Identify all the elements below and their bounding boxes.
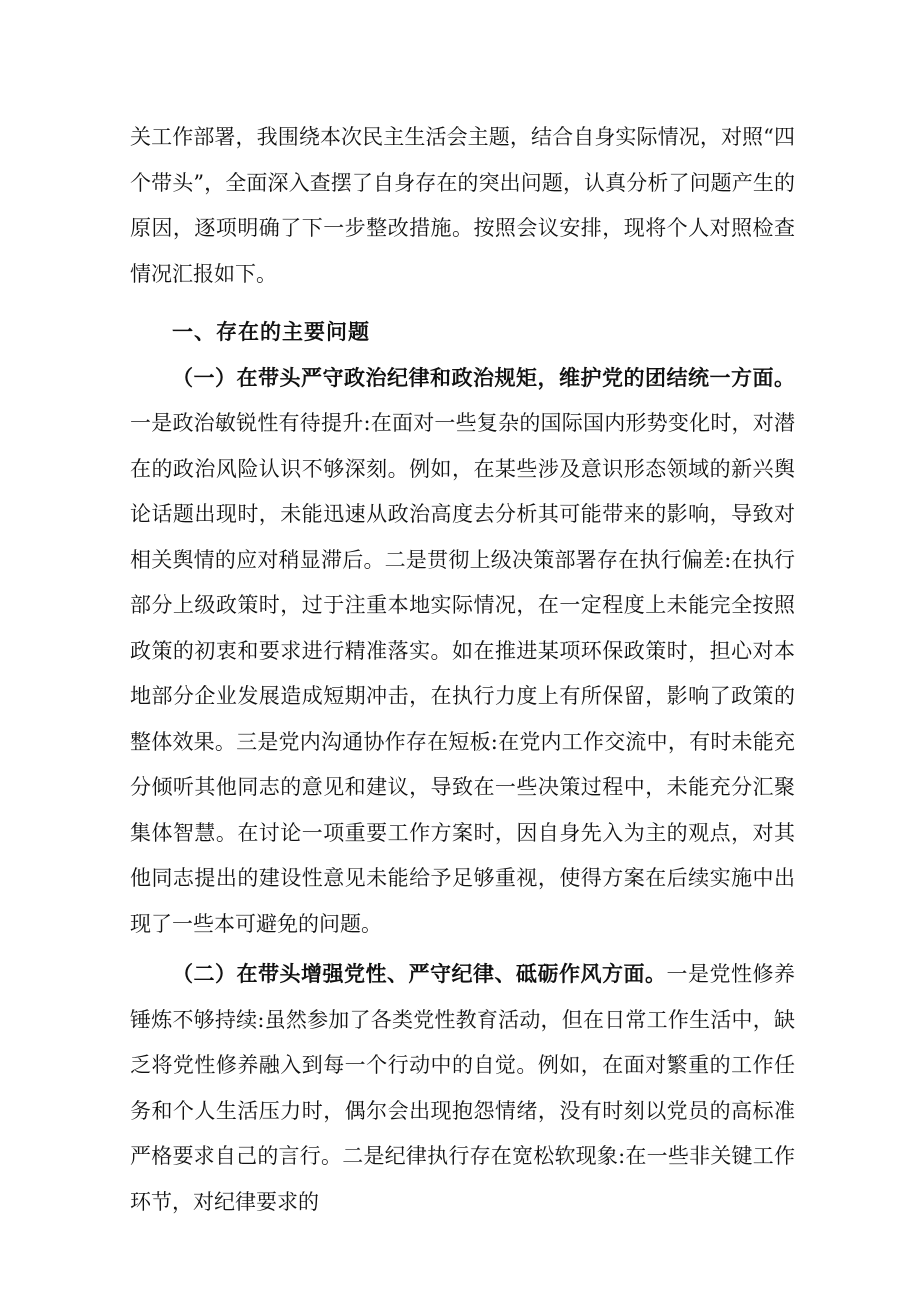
paragraph-item-2 xyxy=(130,951,795,1225)
intro-paragraph: 关工作部署，我围绕本次民主生活会主题，结合自身实际情况，对照“四个带头”，全面深入查摆了自身存在的突出问题，认真分析了问题产生的原因，逐项明确了下一步整改措施。按照会议安排，现将个人对照检查情况汇报如下。 xyxy=(130,125,795,286)
item-2-lead: （二）在带头增强党性、严守纪律、砥砺作风方面。 xyxy=(172,961,667,986)
section-heading: 一、存在的主要问题 xyxy=(172,319,370,344)
document-page xyxy=(130,115,795,1225)
item-2-body: 一是党性修养锤炼不够持续:虽然参加了各类党性教育活动，但在日常工作生活中，缺乏将党性修养融入到每一个行动中的自觉。例如，在面对繁重的工作任务和个人生活压力时，偶尔会出现抱怨情绪，没有时刻以党员的高标准严格要求自己的言行。二是纪律执行存在宽松软现象:在一些非关键工作环节，对纪律要求的 xyxy=(130,962,795,1214)
item-1-lead: （一）在带头严守政治纪律和政治规矩，维护党的团结统一方面。 xyxy=(172,364,795,390)
item-1-body: 一是政治敏锐性有待提升:在面对一些复杂的国际国内形势变化时，对潜在的政治风险认识不够深刻。例如，在某些涉及意识形态领域的新兴舆论话题出现时，未能迅速从政治高度去分析其可能带来的影响，导致对相关舆情的应对稍显滞后。二是贯彻上级决策部署存在执行偏差:在执行部分上级政策时，过于注重本地实际情况，在一定程度上未能完全按照政策的初衷和要求进行精准落实。如在推进某项环保政策时，担心对本地部分企业发展造成短期冲击，在执行力度上有所保留，影响了政策的整体效果。三是党内沟通协作存在短板:在党内工作交流中，有时未能充分倾听其他同志的意见和建议，导致在一些决策过程中，未能充分汇聚集体智慧。在讨论一项重要工作方案时，因自身先入为主的观点，对其他同志提出的建设性意见未能给予足够重视，使得方案在后续实施中出现了一些本可避免的问题。 xyxy=(130,411,795,936)
paragraph-item-1 xyxy=(130,355,795,948)
